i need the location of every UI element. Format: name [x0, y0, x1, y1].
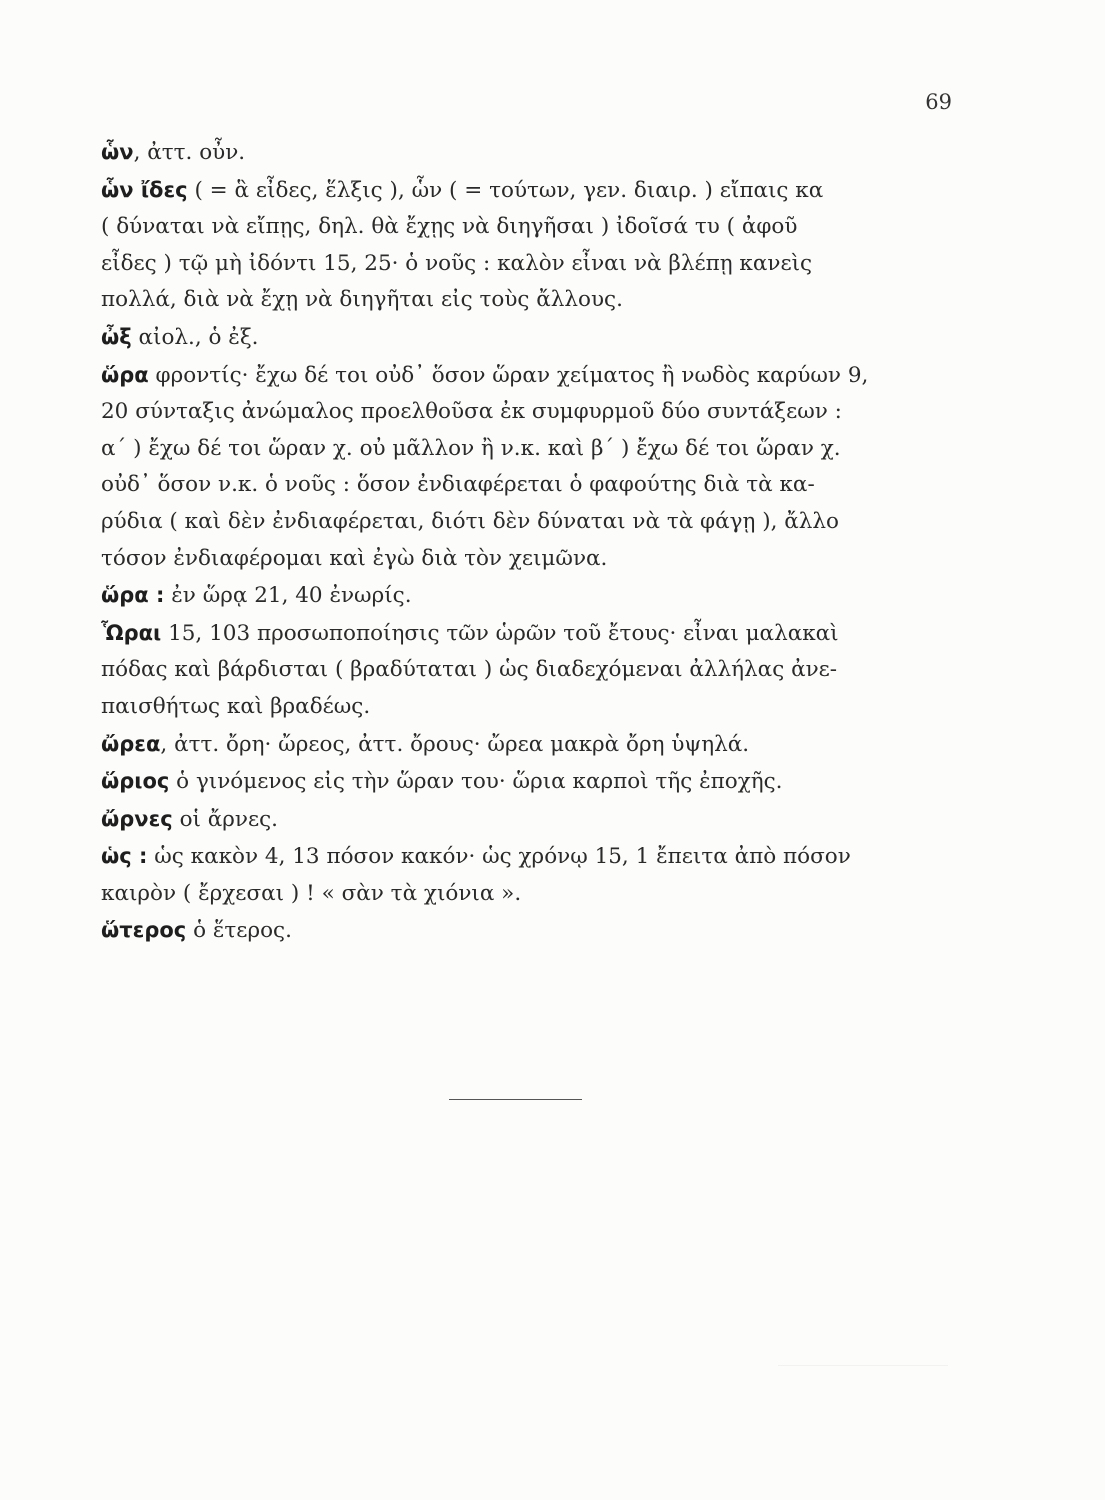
glossary-entry: [101, 577, 941, 615]
entry-headword: Ὧραι: [101, 620, 162, 645]
page-number: 69: [925, 90, 952, 114]
entry-text: καιρὸν ( ἔρχεσαι ) ! « σὰν τὰ χιόνια ».: [101, 880, 522, 906]
entry-text: ἐν ὥρᾳ 21, 40 ἐνωρίς.: [164, 583, 412, 609]
glossary-entry: [101, 172, 941, 319]
entry-text: εἶδες ) τῷ μὴ ἰδόντι 15, 25· ὁ νοῦς : καλὸν εἶναι νὰ βλέπῃ κανεὶς: [101, 250, 813, 276]
entry-text: α΄ ) ἔχω δέ τοι ὥραν χ. οὐ μᾶλλον ἢ ν.κ. καὶ β΄ ) ἔχω δέ τοι ὥραν χ.: [101, 435, 841, 461]
entry-headword: ὥρα :: [101, 583, 165, 608]
entry-text: πολλά, διὰ νὰ ἔχῃ νὰ διηγῆται εἰς τοὺς ἄλλους.: [101, 287, 623, 313]
entry-headword: ὦξ: [101, 324, 132, 349]
glossary-entry: [101, 134, 941, 172]
bleed-through: [778, 1365, 948, 1366]
end-rule: [449, 1099, 582, 1100]
entry-text: φροντίς· ἔχω δέ τοι οὐδ᾽ ὅσον ὥραν χείματος ἢ νωδὸς καρύων 9,: [148, 362, 869, 388]
entry-text: , ἀττ. ὄρη· ὤρεος, ἀττ. ὄρους· ὤρεα μακρὰ ὄρη ὑψηλά.: [160, 731, 750, 757]
entry-text: ὁ γινόμενος εἰς τὴν ὥραν του· ὥρια καρποὶ τῆς ἐποχῆς.: [169, 769, 783, 795]
glossary-entry: [101, 763, 941, 801]
glossary-entry: [101, 357, 941, 578]
entry-headword: ὥρα: [101, 362, 149, 387]
entry-text: τόσον ἐνδιαφέρομαι καὶ ἐγὼ διὰ τὸν χειμῶνα.: [101, 545, 608, 571]
entry-text: , ἀττ. οὖν.: [133, 140, 246, 165]
glossary-entry: [101, 801, 941, 839]
entry-text: οὐδ᾽ ὅσον ν.κ. ὁ νοῦς : ὅσον ἐνδιαφέρεται ὁ φαφούτης διὰ τὰ κα-: [101, 472, 815, 498]
glossary-entry: [101, 838, 941, 912]
entry-text: ( δύναται νὰ εἴπῃς, δηλ. θὰ ἔχῃς νὰ διηγῆσαι ) ἰδοῖσά τυ ( ἀφοῦ: [101, 214, 798, 240]
entry-text: παισθήτως καὶ βραδέως.: [101, 693, 371, 719]
entry-headword: ὤρνες: [101, 806, 173, 831]
glossary-entries: [101, 134, 941, 950]
entry-headword: ὡς :: [101, 844, 148, 869]
entry-text: 15, 103 προσωποποίησις τῶν ὡρῶν τοῦ ἔτους· εἶναι μαλακαὶ: [161, 620, 839, 646]
glossary-entry: [101, 726, 941, 764]
entry-headword: ὥριος: [101, 769, 170, 794]
entry-headword: ὧν: [101, 140, 134, 164]
glossary-entry: [101, 912, 941, 950]
entry-text: ρύδια ( καὶ δὲν ἐνδιαφέρεται, διότι δὲν δύναται νὰ τὰ φάγῃ ), ἄλλο: [101, 508, 839, 534]
entry-text: αἰολ., ὁ ἐξ.: [131, 324, 259, 350]
entry-text: οἱ ἄρνες.: [172, 806, 279, 832]
entry-text: ( = ἃ εἶδες, ἕλξις ), ὧν ( = τούτων, γεν. διαιρ. ) εἴπαις κα: [187, 177, 824, 203]
entry-text: 20 σύνταξις ἀνώμαλος προελθοῦσα ἐκ συμφυρμοῦ δύο συντάξεων :: [101, 399, 842, 425]
entry-headword: ὥτερος: [101, 918, 187, 943]
entry-text: πόδας καὶ βάρδισται ( βραδύταται ) ὡς διαδεχόμεναι ἀλλήλας ἀνε-: [101, 657, 838, 683]
glossary-entry: [101, 615, 941, 726]
glossary-entry: [101, 319, 941, 357]
entry-headword: ὧν ἴδες: [101, 177, 188, 202]
entry-text: ὡς κακὸν 4, 13 πόσον κακόν· ὡς χρόνῳ 15, 1 ἔπειτα ἀπὸ πόσον: [147, 844, 851, 870]
entry-text: ὁ ἕτερος.: [186, 918, 292, 944]
entry-headword: ὤρεα: [101, 731, 161, 756]
